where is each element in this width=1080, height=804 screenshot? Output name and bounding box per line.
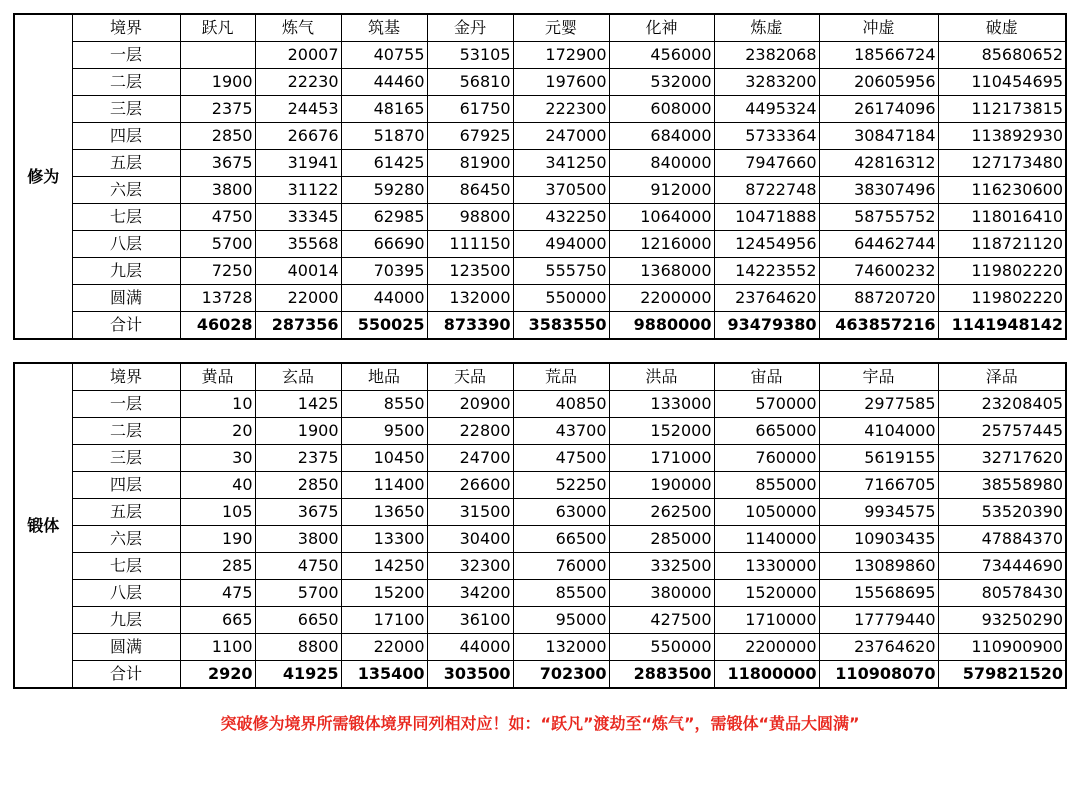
value-cell: 118016410 [938, 204, 1066, 231]
value-cell: 8550 [341, 391, 427, 418]
table-row [14, 258, 1066, 285]
value-cell: 912000 [609, 177, 714, 204]
value-cell: 14223552 [714, 258, 819, 285]
total-cell: 2920 [180, 661, 255, 689]
value-cell: 23764620 [714, 285, 819, 312]
value-cell: 7250 [180, 258, 255, 285]
value-cell: 555750 [513, 258, 609, 285]
total-row [14, 312, 1066, 340]
table-row [14, 177, 1066, 204]
value-cell: 3800 [255, 526, 341, 553]
value-cell: 32717620 [938, 445, 1066, 472]
level-label: 六层 [72, 177, 180, 204]
value-cell: 61425 [341, 150, 427, 177]
value-cell: 61750 [427, 96, 513, 123]
value-cell: 30847184 [819, 123, 938, 150]
value-cell: 64462744 [819, 231, 938, 258]
value-cell: 95000 [513, 607, 609, 634]
value-cell: 1216000 [609, 231, 714, 258]
total-cell: 46028 [180, 312, 255, 340]
value-cell [180, 42, 255, 69]
value-cell: 38558980 [938, 472, 1066, 499]
column-header: 炼气 [255, 14, 341, 42]
value-cell: 1710000 [714, 607, 819, 634]
level-label: 三层 [72, 445, 180, 472]
value-cell: 20605956 [819, 69, 938, 96]
value-cell: 532000 [609, 69, 714, 96]
value-cell: 6650 [255, 607, 341, 634]
value-cell: 172900 [513, 42, 609, 69]
value-cell: 98800 [427, 204, 513, 231]
value-cell: 10 [180, 391, 255, 418]
value-cell: 81900 [427, 150, 513, 177]
value-cell: 152000 [609, 418, 714, 445]
value-cell: 13300 [341, 526, 427, 553]
value-cell: 31500 [427, 499, 513, 526]
value-cell: 1368000 [609, 258, 714, 285]
value-cell: 47500 [513, 445, 609, 472]
value-cell: 3675 [180, 150, 255, 177]
level-label: 一层 [72, 42, 180, 69]
value-cell: 4495324 [714, 96, 819, 123]
table-row [14, 418, 1066, 445]
value-cell: 432250 [513, 204, 609, 231]
value-cell: 22230 [255, 69, 341, 96]
total-cell: 9880000 [609, 312, 714, 340]
value-cell: 11400 [341, 472, 427, 499]
level-label: 四层 [72, 472, 180, 499]
value-cell: 17779440 [819, 607, 938, 634]
value-cell: 44000 [427, 634, 513, 661]
value-cell: 7947660 [714, 150, 819, 177]
value-cell: 80578430 [938, 580, 1066, 607]
value-cell: 9934575 [819, 499, 938, 526]
table-row [14, 607, 1066, 634]
value-cell: 760000 [714, 445, 819, 472]
value-cell: 35568 [255, 231, 341, 258]
value-cell: 171000 [609, 445, 714, 472]
value-cell: 15200 [341, 580, 427, 607]
total-cell: 1141948142 [938, 312, 1066, 340]
value-cell: 132000 [513, 634, 609, 661]
value-cell: 10471888 [714, 204, 819, 231]
level-label: 五层 [72, 150, 180, 177]
value-cell: 1425 [255, 391, 341, 418]
level-label: 九层 [72, 607, 180, 634]
value-cell: 56810 [427, 69, 513, 96]
value-cell: 30 [180, 445, 255, 472]
value-cell: 52250 [513, 472, 609, 499]
column-header: 炼虚 [714, 14, 819, 42]
value-cell: 18566724 [819, 42, 938, 69]
total-cell: 463857216 [819, 312, 938, 340]
value-cell: 15568695 [819, 580, 938, 607]
total-row [14, 661, 1066, 689]
value-cell: 123500 [427, 258, 513, 285]
total-cell: 873390 [427, 312, 513, 340]
value-cell: 26676 [255, 123, 341, 150]
value-cell: 133000 [609, 391, 714, 418]
group-label: 修为 [14, 14, 72, 339]
value-cell: 44000 [341, 285, 427, 312]
value-cell: 119802220 [938, 285, 1066, 312]
level-label: 三层 [72, 96, 180, 123]
value-cell: 59280 [341, 177, 427, 204]
corner-header: 境界 [72, 363, 180, 391]
value-cell: 58755752 [819, 204, 938, 231]
value-cell: 22000 [341, 634, 427, 661]
value-cell: 76000 [513, 553, 609, 580]
level-label: 一层 [72, 391, 180, 418]
value-cell: 1330000 [714, 553, 819, 580]
value-cell: 112173815 [938, 96, 1066, 123]
value-cell: 12454956 [714, 231, 819, 258]
value-cell: 285000 [609, 526, 714, 553]
value-cell: 85680652 [938, 42, 1066, 69]
value-cell: 2375 [255, 445, 341, 472]
value-cell: 40 [180, 472, 255, 499]
table-row [14, 472, 1066, 499]
table-row [14, 634, 1066, 661]
value-cell: 86450 [427, 177, 513, 204]
value-cell: 66500 [513, 526, 609, 553]
value-cell: 4104000 [819, 418, 938, 445]
value-cell: 2977585 [819, 391, 938, 418]
value-cell: 10450 [341, 445, 427, 472]
value-cell: 70395 [341, 258, 427, 285]
value-cell: 42816312 [819, 150, 938, 177]
value-cell: 5619155 [819, 445, 938, 472]
value-cell: 34200 [427, 580, 513, 607]
table-row [14, 231, 1066, 258]
value-cell: 24700 [427, 445, 513, 472]
corner-header: 境界 [72, 14, 180, 42]
value-cell: 25757445 [938, 418, 1066, 445]
column-header: 洪品 [609, 363, 714, 391]
value-cell: 113892930 [938, 123, 1066, 150]
value-cell: 665000 [714, 418, 819, 445]
value-cell: 9500 [341, 418, 427, 445]
value-cell: 5733364 [714, 123, 819, 150]
value-cell: 48165 [341, 96, 427, 123]
value-cell: 380000 [609, 580, 714, 607]
value-cell: 105 [180, 499, 255, 526]
column-header: 冲虚 [819, 14, 938, 42]
value-cell: 427500 [609, 607, 714, 634]
total-label: 合计 [72, 312, 180, 340]
value-cell: 66690 [341, 231, 427, 258]
value-cell: 23764620 [819, 634, 938, 661]
table-row [14, 69, 1066, 96]
value-cell: 550000 [609, 634, 714, 661]
table-row [14, 526, 1066, 553]
column-header: 筑基 [341, 14, 427, 42]
column-header: 化神 [609, 14, 714, 42]
header-row [14, 363, 1066, 391]
value-cell: 285 [180, 553, 255, 580]
value-cell: 31941 [255, 150, 341, 177]
table-row [14, 150, 1066, 177]
level-label: 二层 [72, 418, 180, 445]
table-row [14, 553, 1066, 580]
value-cell: 30400 [427, 526, 513, 553]
value-cell: 20900 [427, 391, 513, 418]
value-cell: 93250290 [938, 607, 1066, 634]
value-cell: 40755 [341, 42, 427, 69]
value-cell: 67925 [427, 123, 513, 150]
value-cell: 8722748 [714, 177, 819, 204]
value-cell: 247000 [513, 123, 609, 150]
value-cell: 1520000 [714, 580, 819, 607]
value-cell: 684000 [609, 123, 714, 150]
value-cell: 2375 [180, 96, 255, 123]
column-header: 金丹 [427, 14, 513, 42]
value-cell: 13728 [180, 285, 255, 312]
value-cell: 36100 [427, 607, 513, 634]
value-cell: 2200000 [609, 285, 714, 312]
table-row [14, 580, 1066, 607]
column-header: 荒品 [513, 363, 609, 391]
total-cell: 110908070 [819, 661, 938, 689]
value-cell: 127173480 [938, 150, 1066, 177]
group-label: 锻体 [14, 363, 72, 688]
value-cell: 840000 [609, 150, 714, 177]
value-cell: 7166705 [819, 472, 938, 499]
level-label: 四层 [72, 123, 180, 150]
column-header: 元婴 [513, 14, 609, 42]
total-cell: 550025 [341, 312, 427, 340]
value-cell: 608000 [609, 96, 714, 123]
value-cell: 26600 [427, 472, 513, 499]
column-header: 跃凡 [180, 14, 255, 42]
value-cell: 14250 [341, 553, 427, 580]
column-header: 地品 [341, 363, 427, 391]
table-row [14, 285, 1066, 312]
value-cell: 24453 [255, 96, 341, 123]
value-cell: 26174096 [819, 96, 938, 123]
value-cell: 3675 [255, 499, 341, 526]
value-cell: 13089860 [819, 553, 938, 580]
value-cell: 23208405 [938, 391, 1066, 418]
value-cell: 1140000 [714, 526, 819, 553]
value-cell: 73444690 [938, 553, 1066, 580]
value-cell: 855000 [714, 472, 819, 499]
column-header: 宇品 [819, 363, 938, 391]
total-cell: 287356 [255, 312, 341, 340]
value-cell: 2382068 [714, 42, 819, 69]
column-header: 破虚 [938, 14, 1066, 42]
value-cell: 665 [180, 607, 255, 634]
value-cell: 47884370 [938, 526, 1066, 553]
body-tempering-table [13, 362, 1067, 689]
value-cell: 85500 [513, 580, 609, 607]
value-cell: 456000 [609, 42, 714, 69]
value-cell: 38307496 [819, 177, 938, 204]
value-cell: 43700 [513, 418, 609, 445]
value-cell: 10903435 [819, 526, 938, 553]
value-cell: 17100 [341, 607, 427, 634]
level-label: 二层 [72, 69, 180, 96]
table-row [14, 204, 1066, 231]
value-cell: 31122 [255, 177, 341, 204]
value-cell: 74600232 [819, 258, 938, 285]
value-cell: 40850 [513, 391, 609, 418]
value-cell: 332500 [609, 553, 714, 580]
table-row [14, 123, 1066, 150]
column-header: 黄品 [180, 363, 255, 391]
column-header: 玄品 [255, 363, 341, 391]
value-cell: 22800 [427, 418, 513, 445]
value-cell: 370500 [513, 177, 609, 204]
value-cell: 2200000 [714, 634, 819, 661]
value-cell: 62985 [341, 204, 427, 231]
level-label: 六层 [72, 526, 180, 553]
value-cell: 119802220 [938, 258, 1066, 285]
total-cell: 135400 [341, 661, 427, 689]
value-cell: 20 [180, 418, 255, 445]
total-label: 合计 [72, 661, 180, 689]
value-cell: 40014 [255, 258, 341, 285]
red-note-text: 突破修为境界所需锻体境界同列相对应！如：“跃凡”渡劫至“炼气”，需锻体“黄品大圆满” [220, 714, 860, 733]
value-cell: 20007 [255, 42, 341, 69]
total-cell: 303500 [427, 661, 513, 689]
column-header: 泽品 [938, 363, 1066, 391]
value-cell: 1100 [180, 634, 255, 661]
value-cell: 475 [180, 580, 255, 607]
value-cell: 8800 [255, 634, 341, 661]
level-label: 七层 [72, 553, 180, 580]
value-cell: 63000 [513, 499, 609, 526]
value-cell: 494000 [513, 231, 609, 258]
value-cell: 1900 [255, 418, 341, 445]
value-cell: 222300 [513, 96, 609, 123]
total-cell: 93479380 [714, 312, 819, 340]
value-cell: 3800 [180, 177, 255, 204]
value-cell: 341250 [513, 150, 609, 177]
value-cell: 13650 [341, 499, 427, 526]
value-cell: 32300 [427, 553, 513, 580]
value-cell: 132000 [427, 285, 513, 312]
value-cell: 5700 [255, 580, 341, 607]
value-cell: 2850 [180, 123, 255, 150]
level-label: 八层 [72, 580, 180, 607]
value-cell: 3283200 [714, 69, 819, 96]
value-cell: 1064000 [609, 204, 714, 231]
value-cell: 111150 [427, 231, 513, 258]
table-row [14, 96, 1066, 123]
total-cell: 2883500 [609, 661, 714, 689]
level-label: 八层 [72, 231, 180, 258]
value-cell: 5700 [180, 231, 255, 258]
level-label: 五层 [72, 499, 180, 526]
value-cell: 190 [180, 526, 255, 553]
column-header: 宙品 [714, 363, 819, 391]
value-cell: 550000 [513, 285, 609, 312]
header-row [14, 14, 1066, 42]
value-cell: 197600 [513, 69, 609, 96]
total-cell: 11800000 [714, 661, 819, 689]
value-cell: 1050000 [714, 499, 819, 526]
cultivation-table [13, 13, 1067, 340]
value-cell: 190000 [609, 472, 714, 499]
value-cell: 2850 [255, 472, 341, 499]
table-row [14, 445, 1066, 472]
value-cell: 262500 [609, 499, 714, 526]
level-label: 圆满 [72, 634, 180, 661]
total-cell: 579821520 [938, 661, 1066, 689]
value-cell: 118721120 [938, 231, 1066, 258]
value-cell: 116230600 [938, 177, 1066, 204]
value-cell: 1900 [180, 69, 255, 96]
total-cell: 41925 [255, 661, 341, 689]
value-cell: 570000 [714, 391, 819, 418]
level-label: 七层 [72, 204, 180, 231]
value-cell: 53520390 [938, 499, 1066, 526]
total-cell: 702300 [513, 661, 609, 689]
column-header: 天品 [427, 363, 513, 391]
value-cell: 51870 [341, 123, 427, 150]
table-row [14, 391, 1066, 418]
table-row [14, 42, 1066, 69]
value-cell: 44460 [341, 69, 427, 96]
table-row [14, 499, 1066, 526]
level-label: 九层 [72, 258, 180, 285]
level-label: 圆满 [72, 285, 180, 312]
value-cell: 88720720 [819, 285, 938, 312]
value-cell: 22000 [255, 285, 341, 312]
value-cell: 110454695 [938, 69, 1066, 96]
value-cell: 110900900 [938, 634, 1066, 661]
value-cell: 4750 [180, 204, 255, 231]
value-cell: 33345 [255, 204, 341, 231]
value-cell: 53105 [427, 42, 513, 69]
value-cell: 4750 [255, 553, 341, 580]
total-cell: 3583550 [513, 312, 609, 340]
